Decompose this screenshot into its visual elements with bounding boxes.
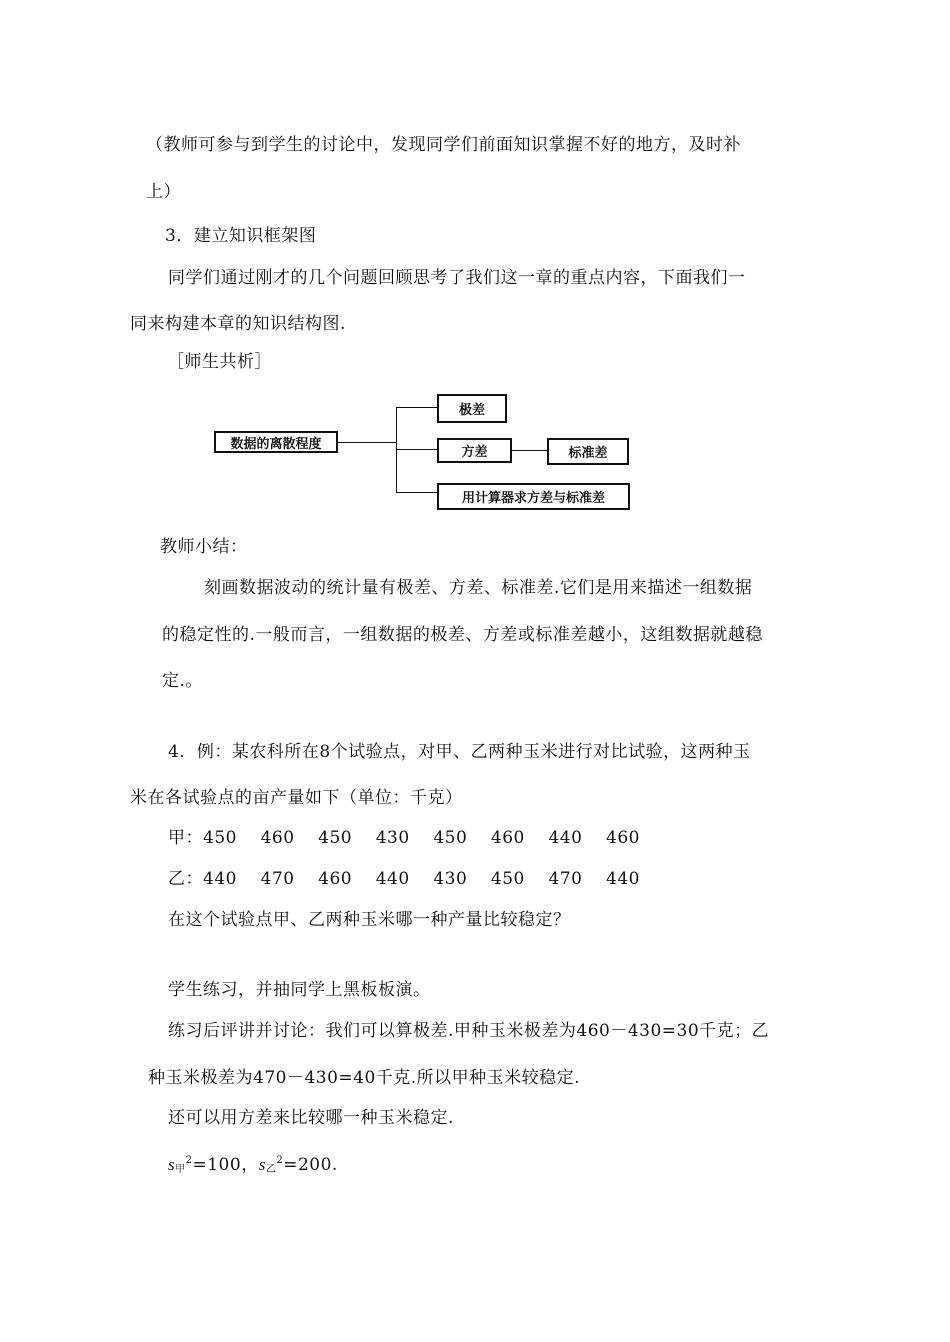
square-superscript: 2 [185,1155,193,1166]
data-yi-value: 450 [490,869,525,889]
s-symbol: s [258,1155,266,1174]
data-row-jia [168,827,640,849]
intro-line-2: 同来构建本章的知识结构图. [130,314,346,334]
diagram-root-label: 数据的离散程度 [230,436,322,452]
review-line-1: 练习后评讲并讨论：我们可以算极差.甲种玉米极差为460－430=30千克；乙 [168,1021,770,1041]
diagram-calculator-box [437,483,630,510]
data-yi-value: 460 [318,869,353,889]
summary-line-1: 刻画数据波动的统计量有极差、方差、标准差.它们是用来描述一组数据 [204,578,753,598]
practice-line: 学生练习，并抽同学上黑板板演。 [168,980,431,1000]
connector-calculator [396,492,438,493]
diagram-std-box [547,438,629,465]
example-line-2: 米在各试验点的亩产量如下（单位：千克） [130,788,463,808]
diagram-variance-box [437,438,512,463]
connector-std [512,450,548,451]
data-jia-value: 430 [375,828,410,848]
diagram-calculator-label: 用计算器求方差与标准差 [461,491,605,506]
diagram-range-label: 极差 [458,403,485,418]
summary-line-3: 定.。 [162,671,203,691]
data-yi-value: 440 [375,869,410,889]
data-yi-value: 470 [260,869,295,889]
connector-range [396,407,438,408]
review-line-2: 种玉米极差为470－430=40千克.所以甲种玉米较稳定. [148,1068,581,1088]
data-jia-value: 450 [318,828,353,848]
diagram-variance-label: 方差 [461,445,488,460]
data-yi-value: 440 [606,869,640,889]
s-symbol: s [168,1155,176,1174]
data-jia-value: 460 [606,828,640,848]
summary-line-2: 的稳定性的.一般而言，一组数据的极差、方差或标准差越小，这组数据就越稳 [162,625,763,645]
data-yi-value: 440 [203,869,237,889]
discussion-label: ［师生共析］ [167,352,272,372]
data-yi-value: 430 [433,869,468,889]
diagram-std-label: 标准差 [568,446,608,461]
data-yi-value: 470 [548,869,583,889]
diagram-range-box [437,394,507,423]
variance-line: 还可以用方差来比较哪一种玉米稳定. [168,1108,454,1128]
connector-root [338,442,397,443]
data-yi-label: 乙： [168,869,203,889]
data-row-yi [168,868,640,890]
jia-subscript: 甲 [175,1164,186,1175]
variance-formula [168,1150,338,1181]
intro-line-1: 同学们通过刚才的几个问题回顾思考了我们这一章的重点内容，下面我们一 [168,268,746,288]
diagram-root-box [214,431,338,453]
para-note-line-2: 上） [146,182,181,202]
yi-subscript: 乙 [265,1164,277,1175]
para-note-line-1: （教师可参与到学生的讨论中，发现同学们前面知识掌握不好的地方，及时补 [146,135,741,155]
section-3-title: 3．建立知识框架图 [165,226,317,246]
data-jia-value: 460 [490,828,525,848]
data-jia-value: 450 [433,828,468,848]
summary-label: 教师小结： [160,537,248,557]
data-jia-value: 460 [260,828,295,848]
yi-variance-value: =200. [283,1155,338,1175]
data-jia-value: 450 [203,828,237,848]
connector-variance [396,449,438,450]
knowledge-structure-diagram [205,388,635,516]
square-superscript: 2 [276,1155,284,1166]
question-line: 在这个试验点甲、乙两种玉米哪一种产量比较稳定？ [168,910,571,930]
example-line-1: 4．例：某农科所在8个试验点，对甲、乙两种玉米进行对比试验，这两种玉 [168,742,751,762]
data-jia-label: 甲： [168,828,203,848]
data-jia-value: 440 [548,828,583,848]
jia-variance-value: =100， [192,1155,259,1175]
